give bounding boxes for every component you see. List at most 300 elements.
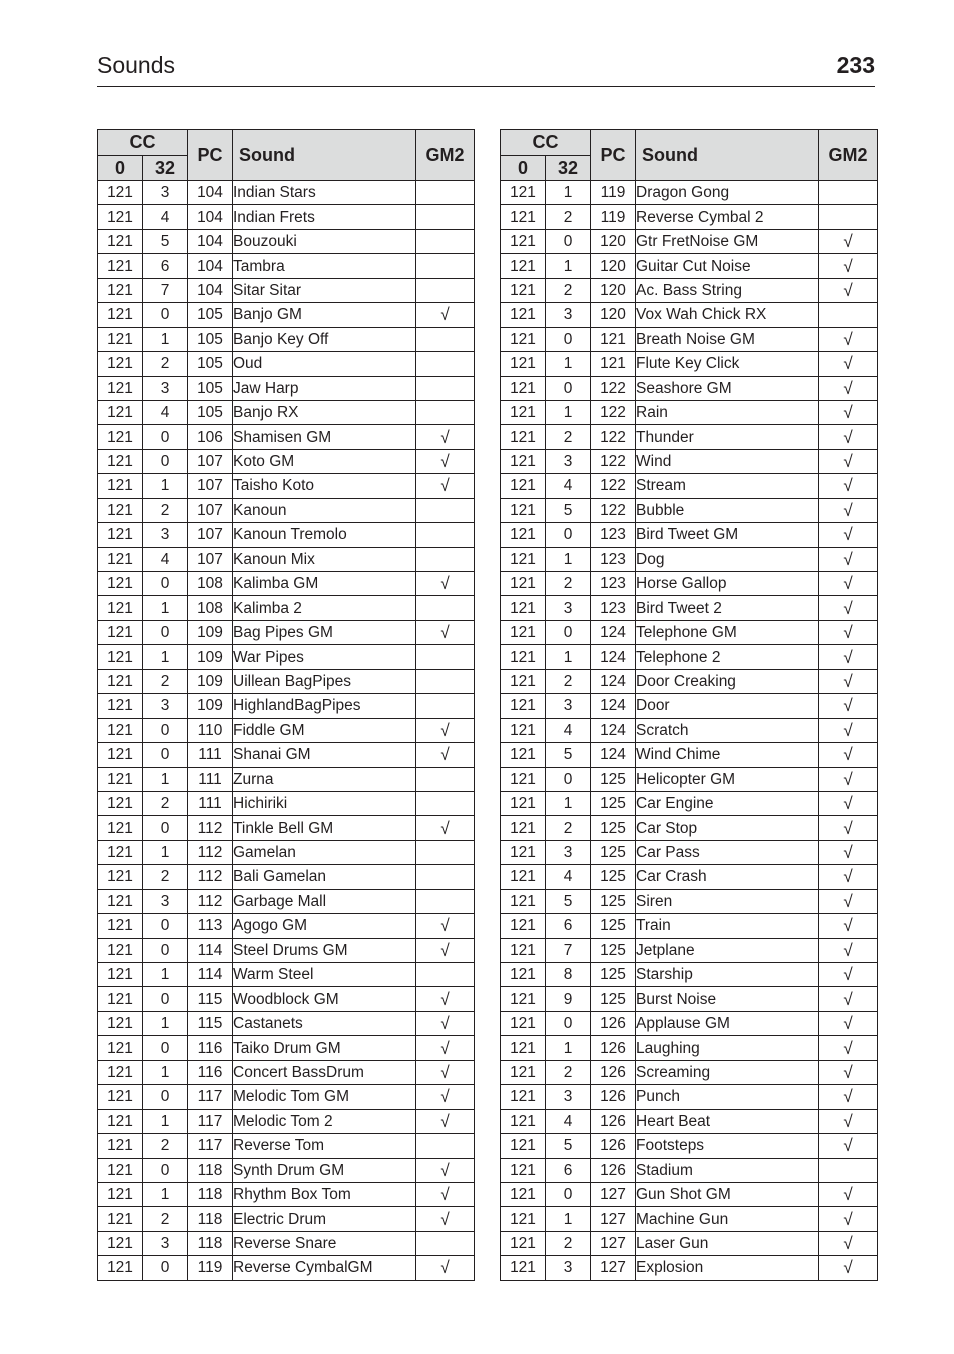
cc32-cell: 1 [143,840,188,864]
cc32-cell: 3 [143,889,188,913]
gm2-cell [819,694,878,718]
sound-name-cell: War Pipes [233,645,416,669]
cc32-cell: 4 [546,865,591,889]
checkmark-icon: √ [843,891,853,911]
gm2-cell [416,1158,475,1182]
sound-header: Sound [233,130,416,181]
table-row [98,547,475,571]
checkmark-icon: √ [843,647,853,667]
gm2-cell [819,1036,878,1060]
checkmark-icon: √ [440,1185,450,1205]
pc-cell: 125 [591,987,636,1011]
table-row [501,205,878,229]
table-row [98,1158,475,1182]
table-row [501,1060,878,1084]
checkmark-icon: √ [440,1111,450,1131]
checkmark-icon: √ [440,720,450,740]
table-row [98,596,475,620]
gm2-cell [416,1036,475,1060]
cc32-cell: 1 [546,791,591,815]
table-row [98,1231,475,1255]
table-row [98,205,475,229]
pc-cell: 125 [591,840,636,864]
cc0-cell: 121 [98,1085,143,1109]
table-row [98,669,475,693]
sound-name-cell: Banjo Key Off [233,327,416,351]
sound-name-cell: Thunder [636,425,819,449]
sound-name-cell: Gun Shot GM [636,1182,819,1206]
pc-cell: 125 [591,865,636,889]
gm2-cell [416,865,475,889]
sound-name-cell: Telephone 2 [636,645,819,669]
sound-name-cell: Indian Frets [233,205,416,229]
pc-header: PC [591,130,636,181]
pc-cell: 117 [188,1085,233,1109]
cc0-cell: 121 [501,596,546,620]
sound-name-cell: Rhythm Box Tom [233,1182,416,1206]
pc-cell: 110 [188,718,233,742]
cc0-cell: 121 [501,303,546,327]
sound-name-cell: Vox Wah Chick RX [636,303,819,327]
cc0-cell: 121 [98,1134,143,1158]
sound-name-cell: Bird Tweet 2 [636,596,819,620]
table-row [501,498,878,522]
gm2-cell [416,889,475,913]
cc32-cell: 2 [546,425,591,449]
cc0-cell: 121 [501,889,546,913]
checkmark-icon: √ [440,452,450,472]
cc32-cell: 1 [143,327,188,351]
gm2-cell [819,743,878,767]
cc32-cell: 1 [143,596,188,620]
cc0-cell: 121 [501,229,546,253]
checkmark-icon: √ [440,1087,450,1107]
table-row [501,669,878,693]
sound-name-cell: Stadium [636,1158,819,1182]
cc0-cell: 121 [98,547,143,571]
cc32-cell: 0 [143,1085,188,1109]
cc0-cell: 121 [501,425,546,449]
cc32-cell: 2 [546,572,591,596]
table-row [98,1060,475,1084]
table-row [98,791,475,815]
table-row [501,718,878,742]
gm2-cell [416,645,475,669]
pc-cell: 126 [591,1085,636,1109]
cc32-cell: 0 [143,816,188,840]
pc-cell: 125 [591,914,636,938]
pc-cell: 122 [591,474,636,498]
cc0-cell: 121 [98,278,143,302]
gm2-cell [416,596,475,620]
pc-cell: 112 [188,889,233,913]
cc-header: CC [98,130,188,156]
sound-name-cell: Car Crash [636,865,819,889]
cc0-cell: 121 [98,1231,143,1255]
cc0-cell: 121 [98,474,143,498]
cc0-cell: 121 [501,1060,546,1084]
sound-name-cell: Wind Chime [636,743,819,767]
cc32-cell: 3 [546,449,591,473]
gm2-cell [416,449,475,473]
table-row [501,1256,878,1280]
cc32-cell: 3 [143,523,188,547]
pc-cell: 108 [188,596,233,620]
checkmark-icon: √ [843,769,853,789]
gm2-cell [819,425,878,449]
pc-cell: 123 [591,572,636,596]
gm2-cell [819,327,878,351]
cc32-cell: 0 [143,938,188,962]
cc0-cell: 121 [501,449,546,473]
cc32-cell: 1 [143,1011,188,1035]
pc-cell: 124 [591,620,636,644]
cc32-cell: 3 [546,596,591,620]
gm2-cell [819,1011,878,1035]
cc32-cell: 8 [546,963,591,987]
cc0-cell: 121 [98,1158,143,1182]
gm2-cell [416,205,475,229]
checkmark-icon: √ [440,427,450,447]
pc-cell: 122 [591,498,636,522]
cc0-cell: 121 [98,694,143,718]
gm2-cell [819,816,878,840]
sound-name-cell: Car Pass [636,840,819,864]
pc-cell: 104 [188,205,233,229]
sound-name-cell: Melodic Tom 2 [233,1109,416,1133]
table-row [501,352,878,376]
gm2-cell [819,474,878,498]
table-row [501,474,878,498]
pc-cell: 118 [188,1158,233,1182]
checkmark-icon: √ [440,476,450,496]
sound-table-right [500,129,878,1281]
table-row [501,1158,878,1182]
page-title: Sounds [97,52,176,78]
cc32-cell: 0 [546,620,591,644]
cc32-cell: 7 [143,278,188,302]
checkmark-icon: √ [843,354,853,374]
cc0-cell: 121 [501,400,546,424]
cc32-cell: 3 [143,376,188,400]
checkmark-icon: √ [843,696,853,716]
gm2-cell [416,352,475,376]
sound-name-cell: Indian Stars [233,181,416,205]
checkmark-icon: √ [440,305,450,325]
cc32-cell: 0 [143,620,188,644]
checkmark-icon: √ [843,280,853,300]
sound-name-cell: Kanoun Tremolo [233,523,416,547]
sound-name-cell: Reverse Tom [233,1134,416,1158]
cc32-cell: 0 [546,1011,591,1035]
cc32-cell: 1 [546,1207,591,1231]
table-row [501,229,878,253]
sound-name-cell: Agogo GM [233,914,416,938]
cc32-cell: 4 [143,205,188,229]
sound-name-cell: Rain [636,400,819,424]
cc0-cell: 121 [501,987,546,1011]
table-row [501,449,878,473]
cc0-cell: 121 [501,181,546,205]
table-row [98,645,475,669]
pc-cell: 105 [188,303,233,327]
cc0-cell: 121 [501,865,546,889]
pc-cell: 125 [591,791,636,815]
gm2-cell [819,889,878,913]
pc-cell: 126 [591,1011,636,1035]
pc-header: PC [188,130,233,181]
pc-cell: 116 [188,1060,233,1084]
gm2-cell [416,523,475,547]
table-row [98,1256,475,1280]
cc0-cell: 121 [98,791,143,815]
cc0-cell: 121 [501,1011,546,1035]
pc-cell: 107 [188,474,233,498]
cc32-cell: 2 [143,498,188,522]
pc-cell: 105 [188,400,233,424]
gm2-cell [416,1231,475,1255]
gm2-cell [416,254,475,278]
sound-name-cell: Reverse Cymbal 2 [636,205,819,229]
table-row [98,498,475,522]
gm2-cell [416,278,475,302]
checkmark-icon: √ [843,1014,853,1034]
checkmark-icon: √ [843,549,853,569]
cc32-cell: 2 [546,816,591,840]
cc32-cell: 0 [546,327,591,351]
gm2-cell [819,303,878,327]
gm2-cell [819,645,878,669]
cc0-cell: 121 [98,303,143,327]
cc32-cell: 0 [546,376,591,400]
cc32-cell: 2 [546,205,591,229]
pc-cell: 111 [188,791,233,815]
cc0-cell: 121 [501,669,546,693]
gm2-cell [819,767,878,791]
cc0-cell: 121 [501,498,546,522]
sound-name-cell: Bird Tweet GM [636,523,819,547]
pc-cell: 122 [591,400,636,424]
cc32-cell: 6 [143,254,188,278]
cc0-cell: 121 [501,523,546,547]
gm2-cell [416,229,475,253]
table-row [501,303,878,327]
cc0-cell: 121 [501,1036,546,1060]
pc-cell: 111 [188,767,233,791]
pc-cell: 126 [591,1158,636,1182]
cc32-cell: 0 [143,303,188,327]
pc-cell: 122 [591,449,636,473]
table-row [501,1134,878,1158]
checkmark-icon: √ [843,940,853,960]
table-row [501,987,878,1011]
pc-cell: 125 [591,889,636,913]
cc0-cell: 121 [98,229,143,253]
cc0-cell: 121 [501,791,546,815]
table-row [98,1011,475,1035]
cc32-cell: 2 [143,352,188,376]
cc0-cell: 121 [501,1109,546,1133]
pc-cell: 127 [591,1182,636,1206]
cc32-cell: 9 [546,987,591,1011]
pc-cell: 127 [591,1207,636,1231]
gm2-cell [819,1207,878,1231]
page-header [97,50,875,87]
cc0-cell: 121 [501,254,546,278]
gm2-cell [416,987,475,1011]
cc0-cell: 121 [501,1207,546,1231]
sound-table-left [97,129,475,1281]
cc32-cell: 0 [546,767,591,791]
gm2-cell [416,1085,475,1109]
cc0-cell: 121 [98,743,143,767]
sound-name-cell: Gamelan [233,840,416,864]
gm2-cell [819,205,878,229]
sound-name-cell: Garbage Mall [233,889,416,913]
pc-cell: 120 [591,303,636,327]
gm2-cell [819,1134,878,1158]
checkmark-icon: √ [843,843,853,863]
cc32-cell: 7 [546,938,591,962]
cc32-header: 32 [546,156,591,181]
gm2-cell [416,1109,475,1133]
cc0-cell: 121 [501,1085,546,1109]
table-row [98,400,475,424]
sound-name-cell: Train [636,914,819,938]
pc-cell: 106 [188,425,233,449]
checkmark-icon: √ [843,1038,853,1058]
cc32-cell: 0 [143,987,188,1011]
gm2-cell [819,963,878,987]
sound-name-cell: Jaw Harp [233,376,416,400]
sound-name-cell: Warm Steel [233,963,416,987]
pc-cell: 114 [188,938,233,962]
cc0-cell: 121 [501,1231,546,1255]
cc32-cell: 5 [143,229,188,253]
table-row [501,791,878,815]
table-row [98,181,475,205]
table-row [501,914,878,938]
cc0-cell: 121 [98,1256,143,1280]
gm2-cell [819,718,878,742]
sound-name-cell: Stream [636,474,819,498]
cc32-cell: 1 [143,1109,188,1133]
sound-name-cell: Taiko Drum GM [233,1036,416,1060]
cc0-cell: 121 [98,352,143,376]
checkmark-icon: √ [843,403,853,423]
sound-header: Sound [636,130,819,181]
pc-cell: 111 [188,743,233,767]
sound-name-cell: Taisho Koto [233,474,416,498]
cc32-cell: 3 [143,181,188,205]
cc32-cell: 1 [143,963,188,987]
sound-name-cell: Door Creaking [636,669,819,693]
cc32-cell: 0 [546,523,591,547]
sound-name-cell: Bubble [636,498,819,522]
table-row [501,596,878,620]
cc0-cell: 121 [98,669,143,693]
pc-cell: 127 [591,1231,636,1255]
table-row [98,1134,475,1158]
table-row [98,620,475,644]
cc32-cell: 1 [546,645,591,669]
pc-cell: 115 [188,987,233,1011]
table-row [98,743,475,767]
sound-name-cell: Sitar Sitar [233,278,416,302]
sound-name-cell: Heart Beat [636,1109,819,1133]
sound-name-cell: Siren [636,889,819,913]
pc-cell: 109 [188,669,233,693]
checkmark-icon: √ [843,745,853,765]
gm2-cell [819,669,878,693]
checkmark-icon: √ [440,818,450,838]
gm2-cell [416,303,475,327]
checkmark-icon: √ [843,818,853,838]
cc32-cell: 0 [546,229,591,253]
sound-name-cell: Dog [636,547,819,571]
sound-name-cell: Kanoun Mix [233,547,416,571]
pc-cell: 109 [188,694,233,718]
table-row [501,572,878,596]
cc0-cell: 121 [98,572,143,596]
cc0-cell: 121 [98,767,143,791]
pc-cell: 105 [188,352,233,376]
sound-name-cell: Shanai GM [233,743,416,767]
sound-name-cell: Car Engine [636,791,819,815]
sound-name-cell: Bouzouki [233,229,416,253]
cc0-cell: 121 [98,889,143,913]
checkmark-icon: √ [440,1038,450,1058]
sound-name-cell: Electric Drum [233,1207,416,1231]
table-row [98,963,475,987]
table-row [98,523,475,547]
gm2-cell [416,376,475,400]
table-row [98,1109,475,1133]
gm2-cell [819,987,878,1011]
table-row [98,767,475,791]
pc-cell: 104 [188,181,233,205]
table-row [501,376,878,400]
sound-name-cell: Applause GM [636,1011,819,1035]
cc0-cell: 121 [98,400,143,424]
cc32-cell: 0 [143,572,188,596]
table-row [501,694,878,718]
cc0-cell: 121 [501,645,546,669]
cc32-cell: 1 [546,352,591,376]
sound-name-cell: Oud [233,352,416,376]
table-row [98,352,475,376]
gm2-cell [416,474,475,498]
table-row [98,229,475,253]
checkmark-icon: √ [843,720,853,740]
table-row [501,1036,878,1060]
checkmark-icon: √ [843,989,853,1009]
cc0-cell: 121 [501,620,546,644]
pc-cell: 105 [188,376,233,400]
table-row [501,938,878,962]
pc-cell: 126 [591,1036,636,1060]
checkmark-icon: √ [440,940,450,960]
checkmark-icon: √ [843,623,853,643]
sound-name-cell: Synth Drum GM [233,1158,416,1182]
cc0-header: 0 [98,156,143,181]
pc-cell: 118 [188,1207,233,1231]
cc32-cell: 3 [143,1231,188,1255]
pc-cell: 125 [591,816,636,840]
gm2-cell [416,767,475,791]
pc-cell: 107 [188,523,233,547]
cc0-cell: 121 [501,840,546,864]
